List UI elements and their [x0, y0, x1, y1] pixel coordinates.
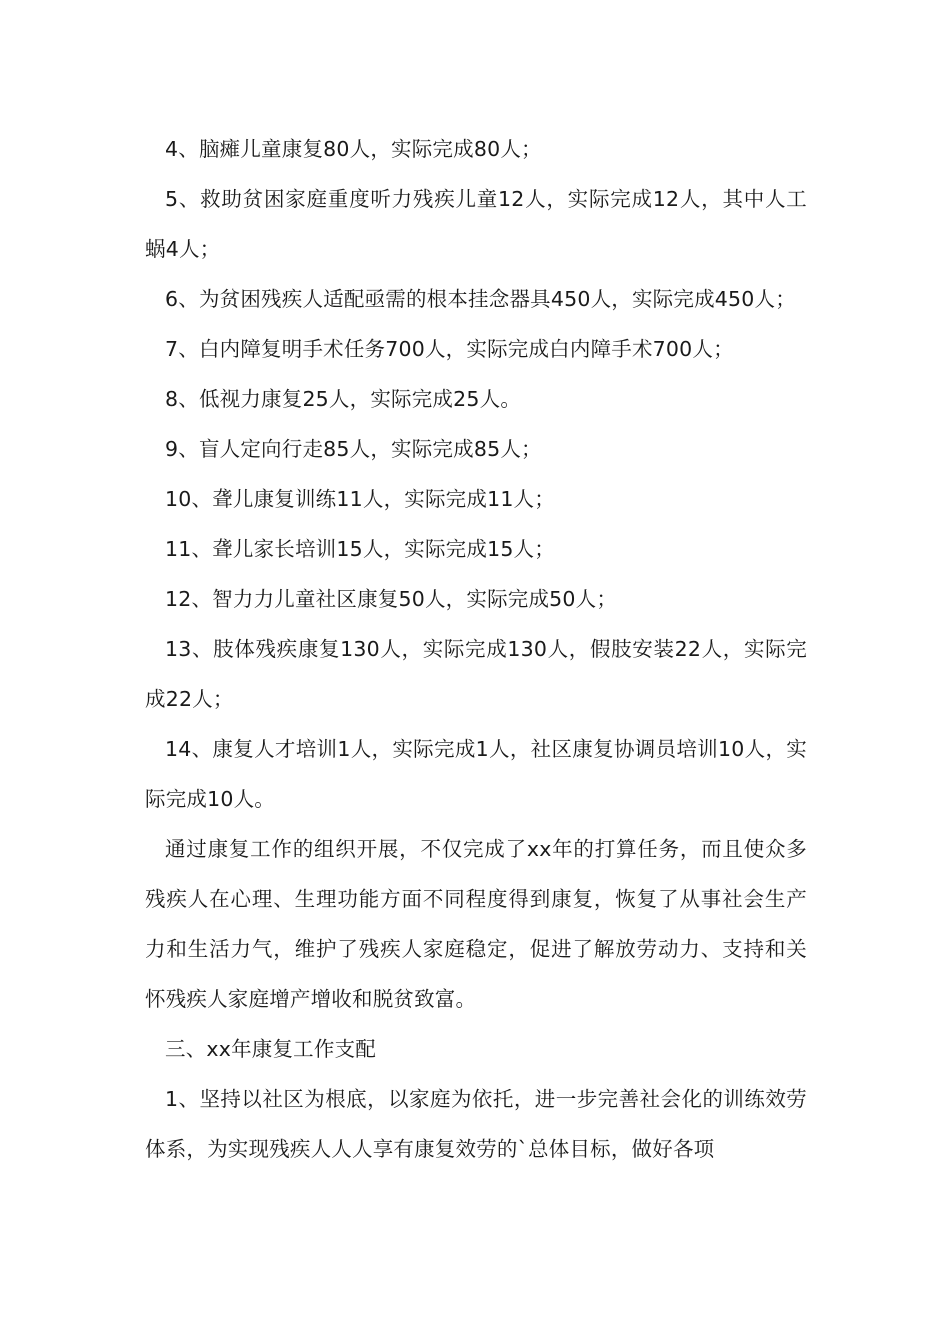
- document-body: [145, 124, 807, 1174]
- list-item-low-vision: 8、低视力康复25人，实际完成25人。: [165, 387, 522, 411]
- list-item-assistive-devices: 6、为贫困残疾人适配亟需的根本挂念器具450人，实际完成450人；: [165, 287, 796, 311]
- list-item-blind-orientation: 9、盲人定向行走85人，实际完成85人；: [165, 437, 542, 461]
- list-item-parent-training: 11、聋儿家长培训15人，实际完成15人；: [165, 537, 555, 561]
- list-item-limb-rehab: 13、肢体残疾康复130人，实际完成130人，假肢安装22人，实际完成22人；: [145, 637, 807, 711]
- list-item-intellectual-rehab: 12、智力力儿童社区康复50人，实际完成50人；: [165, 587, 618, 611]
- list-item-staff-training: 14、康复人才培训1人，实际完成1人，社区康复协调员培训10人，实际完成10人。: [145, 737, 807, 811]
- list-item-hearing-children: 5、救助贫困家庭重度听力残疾儿童12人，实际完成12人，其中人工蜗4人；: [145, 187, 807, 261]
- summary-paragraph: 通过康复工作的组织开展，不仅完成了xx年的打算任务，而且使众多残疾人在心理、生理功能方面不同程度得到康复，恢复了从事社会生产力和生活力气，维护了残疾人家庭稳定，促进了解放劳动力、支持和关怀残疾人家庭增产增收和脱贫致富。: [145, 837, 807, 1011]
- list-item-cataract-surgery: 7、白内障复明手术任务700人，实际完成白内障手术700人；: [165, 337, 734, 361]
- plan-item-community: 1、坚持以社区为根底，以家庭为依托，进一步完善社会化的训练效劳体系，为实现残疾人人人享有康复效劳的`总体目标，做好各项: [145, 1087, 807, 1161]
- section-heading: 三、xx年康复工作支配: [165, 1037, 376, 1061]
- list-item-deaf-training: 10、聋儿康复训练11人，实际完成11人；: [165, 487, 555, 511]
- list-item-cerebral-palsy: 4、脑瘫儿童康复80人，实际完成80人；: [165, 137, 542, 161]
